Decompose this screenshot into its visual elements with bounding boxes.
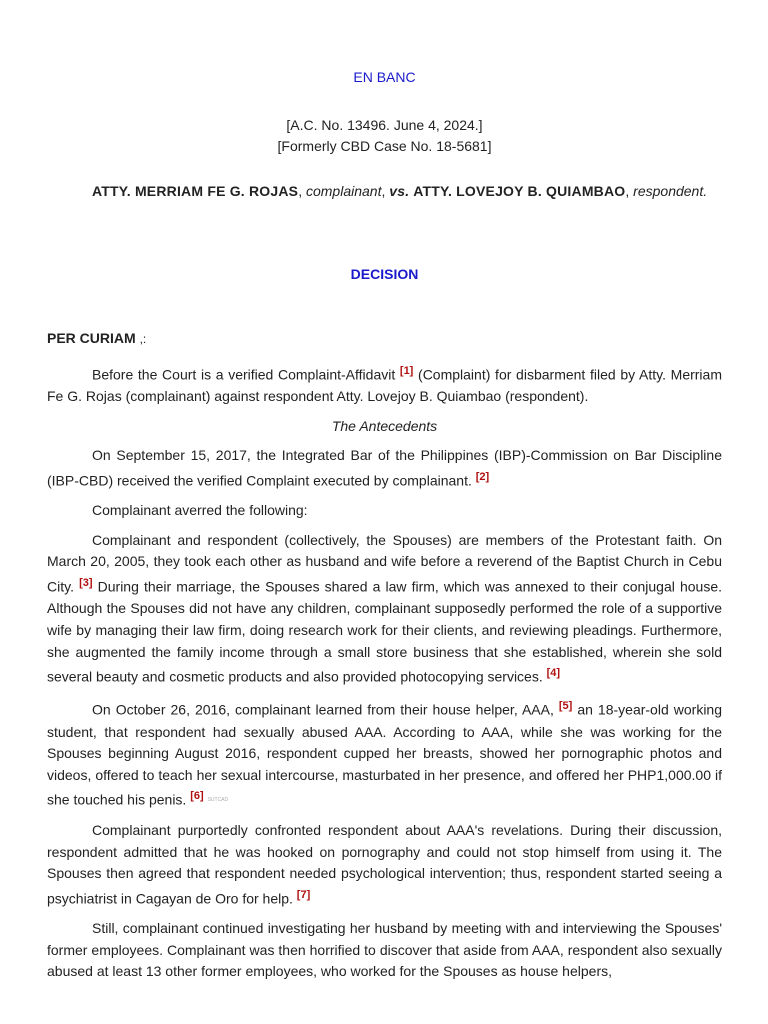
complainant-role: complainant	[305, 183, 382, 199]
footnote-link[interactable]: [7]	[296, 888, 311, 901]
decision-title: DECISION	[350, 266, 419, 282]
paragraph	[47, 820, 722, 910]
case-number: [A.C. No. 13496. June 4, 2024.]	[286, 117, 483, 133]
footnote-link[interactable]: [3]	[79, 577, 93, 590]
per-curiam-suffix: ,:	[139, 332, 147, 346]
footnote-link[interactable]: [2]	[475, 471, 490, 484]
paragraph	[47, 530, 722, 688]
court-division: EN BANC	[353, 69, 416, 85]
complainant-name: ATTY. MERRIAM FE G. ROJAS	[92, 183, 299, 199]
footnote-link[interactable]: [4]	[546, 667, 561, 680]
paragraph	[47, 361, 722, 408]
paragraph-text: Before the Court is a verified Complaint-Affidavit	[92, 366, 396, 383]
paragraph	[47, 696, 722, 812]
former-case-number: [Formerly CBD Case No. 18-5681]	[277, 138, 492, 154]
paragraph-text: On September 15, 2017, the Integrated Bar of the Philippines (IBP)-Commission on Bar Discipline (IBP-CBD) received the verified Complaint executed by complainant.	[47, 447, 722, 489]
footnote-link[interactable]: [1]	[399, 365, 414, 377]
case-number-block	[47, 115, 722, 157]
paragraph-text: During their marriage, the Spouses shared a law firm, which was annexed to their conjugal house. Although the Spouses did not have any children, complainant supposedly performed the role of a supportive wife by managing their law firm, doing research work for their clients, and reviewing pleadings. Furthermore, she augmented the family income through a small store business that she established, wherein she sold several beauty and cosmetic products and also provided photocopying services.	[47, 578, 722, 685]
respondent-role: respondent.	[633, 183, 708, 199]
decision-body	[47, 361, 722, 991]
per-curiam-heading	[47, 330, 146, 346]
paragraph: Still, complainant continued investigating her husband by meeting with and interviewing the Spouses' former employees. Complainant was then horrified to discover that aside from AAA, respondent also sexually abused at least 13 other former employees, who worked for the Spouses as house helpers,	[47, 920, 722, 980]
footnote-link[interactable]: [6]	[190, 790, 204, 803]
versus: vs.	[389, 183, 410, 199]
parties-caption: ATTY. MERRIAM FE G. ROJAS, complainant, vs. ATTY. LOVEJOY B. QUIAMBAO, respondent.	[92, 183, 708, 199]
paragraph-text: On October 26, 2016, complainant learned from their house helper, AAA,	[92, 702, 554, 718]
paragraph: Complainant averred the following:	[92, 502, 308, 519]
paragraph-text: (Complaint) for disbarment filed by Atty. Merriam Fe G. Rojas (complainant) against respondent Atty. Lovejoy B. Quiambao (respondent).	[47, 366, 722, 405]
paragraph-text: Complainant purportedly confronted respondent about AAA's revelations. During their discussion, respondent admitted that he was hooked on pornography and could not stop himself from using it. The Spouses then agreed that respondent needed psychological intervention; thus, respondent started seeing a psychiatrist in Cagayan de Oro for help.	[47, 822, 722, 907]
section-heading: The Antecedents	[331, 417, 438, 434]
footnote-link[interactable]: [5]	[558, 700, 573, 713]
paragraph-text: Complainant and respondent (collectively, the Spouses) are members of the Protestant faith. On March 20, 2005, they took each other as husband and wife before a reverend of the Baptist Church in Cebu City.	[47, 531, 722, 595]
watermark-mark: SUTCAD	[207, 797, 229, 804]
respondent-name: ATTY. LOVEJOY B. QUIAMBAO	[413, 183, 626, 199]
paragraph	[47, 445, 722, 492]
per-curiam-label: PER CURIAM	[47, 330, 136, 346]
paragraph-text: an 18-year-old working student, that respondent had sexually abused AAA. According to AAA, while she was working for the Spouses beginning August 2016, respondent cupped her breasts, showed her pornographic photos and videos, offered to teach her sexual intercourse, masturbated in her presence, and offered her PHP1,000.00 if she touched his penis.	[47, 702, 722, 809]
